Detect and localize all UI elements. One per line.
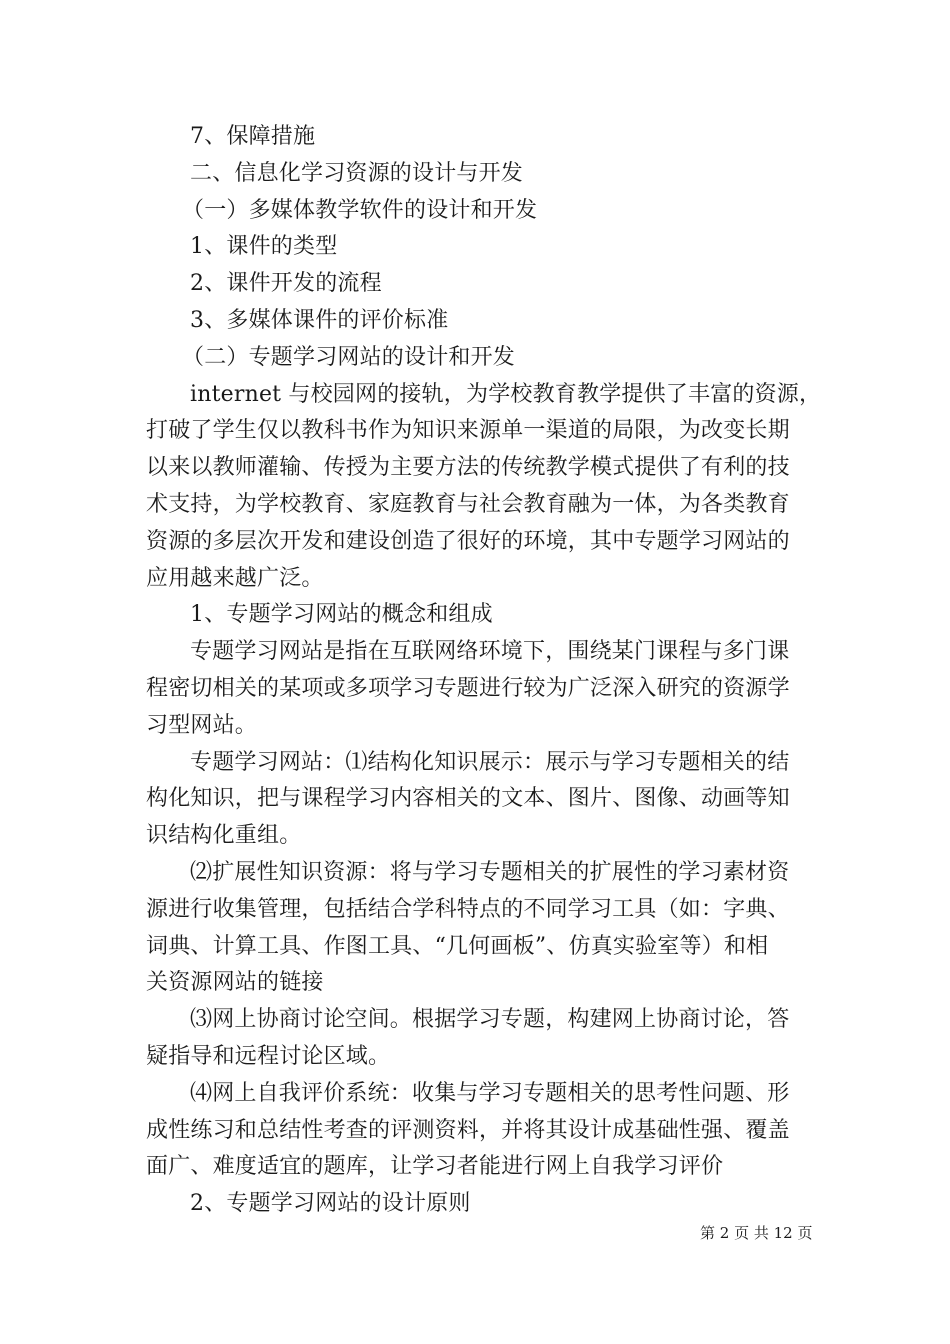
paragraph-structured-knowledge	[146, 745, 816, 855]
paragraph-self-evaluation	[146, 1076, 816, 1186]
page-number-footer: 第 2 页 共 12 页	[700, 1224, 813, 1242]
paragraph-line: 专题学习网站是指在互联网络环境下，围绕某门课程与多门课	[190, 639, 790, 665]
paragraph-line: 应用越来越广泛。	[146, 565, 324, 591]
chapter-heading: 二、信息化学习资源的设计与开发	[190, 160, 524, 186]
paragraph-line: 成性练习和总结性考查的评测资料，并将其设计成基础性强、覆盖	[146, 1117, 790, 1143]
paragraph-line: 打破了学生仅以教科书作为知识来源单一渠道的局限，为改变长期	[146, 418, 790, 444]
paragraph-line: 程密切相关的某项或多项学习专题进行较为广泛深入研究的资源学	[146, 675, 790, 701]
paragraph-line: 专题学习网站：⑴结构化知识展示：展示与学习专题相关的结	[190, 749, 790, 775]
paragraph-line: ⑷网上自我评价系统：收集与学习专题相关的思考性问题、形	[190, 1080, 790, 1106]
paragraph-definition	[146, 634, 816, 744]
paragraph-line: ⑵扩展性知识资源：将与学习专题相关的扩展性的学习素材资	[190, 859, 790, 885]
paragraph-line: internet 与校园网的接轨，为学校教育教学提供了丰富的资源，	[190, 381, 822, 407]
paragraph-line: 资源的多层次开发和建设创造了很好的环境，其中专题学习网站的	[146, 528, 790, 554]
list-item-courseware-types: 1、课件的类型	[190, 234, 338, 260]
paragraph-line: 以来以教师灌输、传授为主要方法的传统教学模式提供了有利的技	[146, 455, 790, 481]
paragraph-line: 面广、难度适宜的题库，让学习者能进行网上自我学习评价	[146, 1154, 724, 1180]
paragraph-line: 习型网站。	[146, 712, 258, 738]
document-body	[146, 119, 822, 1223]
paragraph-line: 识结构化重组。	[146, 823, 302, 849]
paragraph-line: 关资源网站的链接	[146, 970, 324, 996]
subsection-heading-topic-website: （二）专题学习网站的设计和开发	[182, 344, 516, 370]
list-item-evaluation-standard: 3、多媒体课件的评价标准	[190, 307, 449, 333]
heading-design-principles: 2、专题学习网站的设计原则	[190, 1191, 471, 1217]
heading-concept-composition: 1、专题学习网站的概念和组成	[190, 602, 493, 628]
subsection-heading-multimedia: （一）多媒体教学软件的设计和开发	[182, 197, 538, 223]
section-item-safeguards: 7、保障措施	[190, 124, 316, 149]
paragraph-line: 源进行收集管理，包括结合学科特点的不同学习工具（如：字典、	[146, 896, 790, 922]
paragraph-line: 构化知识，把与课程学习内容相关的文本、图片、图像、动画等知	[146, 786, 790, 812]
list-item-development-process: 2、课件开发的流程	[190, 271, 382, 297]
paragraph-line: 疑指导和远程讨论区域。	[146, 1043, 391, 1069]
paragraph-line: ⑶网上协商讨论空间。根据学习专题，构建网上协商讨论，答	[190, 1007, 790, 1033]
paragraph-discussion-space	[146, 1002, 816, 1076]
paragraph-extended-resources	[146, 855, 816, 1002]
paragraph-line: 词典、计算工具、作图工具、“几何画板”、仿真实验室等）和相	[146, 933, 769, 959]
paragraph-internet	[146, 377, 822, 598]
paragraph-line: 术支持，为学校教育、家庭教育与社会教育融为一体，为各类教育	[146, 491, 790, 517]
